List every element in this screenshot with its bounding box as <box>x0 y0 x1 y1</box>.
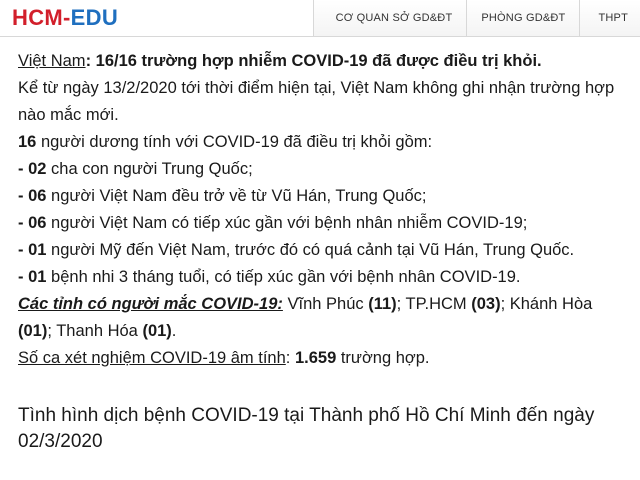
province-name: TP.HCM <box>405 295 472 313</box>
province-count: (01) <box>18 322 48 340</box>
top-nav <box>313 0 640 36</box>
list-item <box>18 264 628 291</box>
list-item-count: 06 <box>28 214 47 232</box>
nav-item-thpt[interactable]: THPT <box>579 0 640 36</box>
list-item <box>18 237 628 264</box>
list-item <box>18 210 628 237</box>
list-item-prefix: - <box>18 160 29 178</box>
list-item-text: người Mỹ đến Việt Nam, trước đó có quá cảnh tại Vũ Hán, Trung Quốc. <box>46 241 575 259</box>
list-item-prefix: - <box>18 214 29 232</box>
province-separator: ; <box>396 295 406 313</box>
summary-count: 16 <box>18 133 37 151</box>
article-body <box>18 48 628 372</box>
province-name: Khánh Hòa <box>509 295 593 313</box>
list-item-prefix: - <box>18 241 29 259</box>
tests-label: Số ca xét nghiệm COVID-19 âm tính <box>18 349 286 367</box>
list-item <box>18 156 628 183</box>
tests-line <box>18 345 628 372</box>
provinces-label: Các tỉnh có người mắc COVID-19: <box>18 295 283 313</box>
list-item-text: người Việt Nam đều trở về từ Vũ Hán, Trung Quốc; <box>46 187 427 205</box>
province-separator: ; <box>500 295 510 313</box>
provinces-line <box>18 291 628 345</box>
province-name: Vĩnh Phúc <box>282 295 369 313</box>
list-item-text: cha con người Trung Quốc; <box>46 160 253 178</box>
list-item-text: bệnh nhi 3 tháng tuổi, có tiếp xúc gần với bệnh nhân COVID-19. <box>46 268 521 286</box>
site-header <box>0 0 640 37</box>
summary-text: người dương tính với COVID-19 đã điều trị khỏi gồm: <box>36 133 433 151</box>
list-item-prefix: - <box>18 187 29 205</box>
nav-item-co-quan-so[interactable]: CƠ QUAN SỞ GD&ĐT <box>313 0 467 36</box>
list-item <box>18 183 628 210</box>
list-item-prefix: - <box>18 268 29 286</box>
tests-suffix: trường hợp. <box>336 349 430 367</box>
list-item-count: 06 <box>28 187 47 205</box>
list-item-count: 02 <box>28 160 47 178</box>
province-count: (01) <box>142 322 172 340</box>
province-separator: ; <box>47 322 57 340</box>
logo-part-edu: EDU <box>70 5 119 30</box>
logo-separator: - <box>63 5 71 30</box>
nav-item-phong-gddt[interactable]: PHÒNG GD&ĐT <box>466 0 579 36</box>
site-logo[interactable] <box>12 5 118 31</box>
country-label: Việt Nam <box>18 52 86 70</box>
tests-value: 1.659 <box>294 349 337 367</box>
list-item-count: 01 <box>28 241 47 259</box>
tests-colon: : <box>285 349 295 367</box>
status-line <box>18 48 628 75</box>
no-new-cases-text: Kể từ ngày 13/2/2020 tới thời điểm hiện tại, Việt Nam không ghi nhận trường hợp nào mắc mới. <box>18 79 615 124</box>
article-headline[interactable]: Tình hình dịch bệnh COVID-19 tại Thành phố Hồ Chí Minh đến ngày 02/3/2020 <box>18 405 595 452</box>
province-count: (11) <box>368 295 397 313</box>
summary-line <box>18 129 628 156</box>
province-separator: . <box>171 322 177 340</box>
list-item-count: 01 <box>28 268 47 286</box>
status-text: : 16/16 trường hợp nhiễm COVID-19 đã được điều trị khỏi. <box>85 52 542 70</box>
province-name: Thanh Hóa <box>56 322 143 340</box>
province-count: (03) <box>471 295 501 313</box>
list-item-text: người Việt Nam có tiếp xúc gần với bệnh nhân nhiễm COVID-19; <box>46 214 528 232</box>
logo-part-hcm: HCM <box>12 5 64 30</box>
